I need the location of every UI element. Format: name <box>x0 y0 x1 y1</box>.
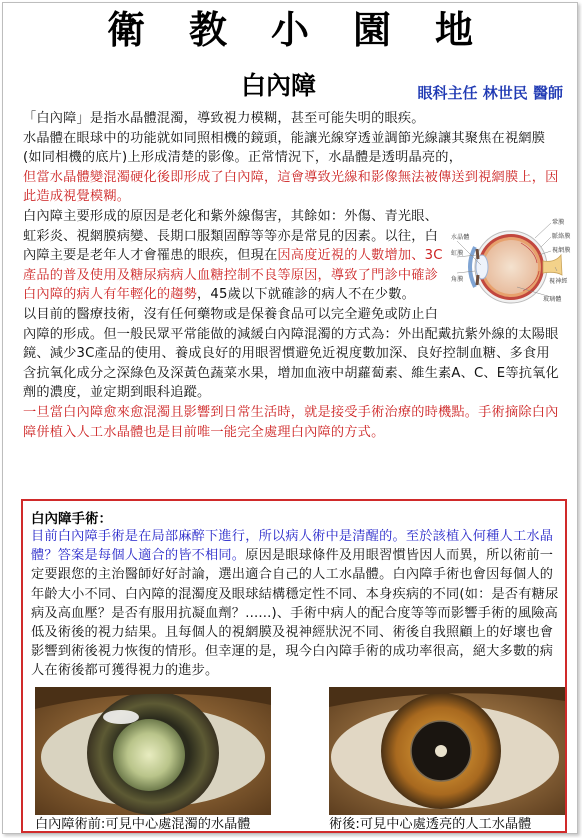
handout-page <box>2 2 578 834</box>
surgery-section <box>21 499 567 833</box>
paragraph-definition: 「白內障」是指水晶體混濁，導致視力模糊，甚至可能失明的眼疾。 <box>23 111 425 126</box>
surgery-section-body <box>31 527 559 681</box>
causes-text: 白內障主要形成的原因是老化和紫外線傷害，其餘如：外傷、青光眼、虹彩炎、視網膜病變、長期口服類固醇等等亦是常見的因素。以往，白內障主要是老年人才會罹患的眼疾，但現在 <box>23 208 439 264</box>
young-onset-highlight: 因高度近視的人數增加、3C產品的普及使用及糖尿病病人血糖控制不良等原因，導致了門診中確診白內障的病人有年輕化的趨勢 <box>23 248 443 303</box>
caption-after-surgery: 術後:可見中心處透亮的人工水晶體 <box>329 817 532 832</box>
paragraph-prevention: 以目前的醫療技術，沒有任何藥物或是保養食品可以完全避免或防止白內障的形成。但一般民眾平常能做的減緩白內障混濁的方式為：外出配戴抗紫外線的太陽眼鏡、減少3C產品的使用、養成良好的用眼習慣避免近視度數加深、良好控制血糖、多食用含抗氧化成分之深綠色及深黃色蔬菜水果，增加血液中胡蘿蔔素、維生素A、C、E等抗氧化劑的濃度，並定期到眼科追蹤。 <box>23 306 559 401</box>
author-byline: 眼科主任 林世民 醫師 <box>417 84 563 102</box>
paragraph-lens-function <box>23 129 559 207</box>
masthead-title: 衛教小園地 <box>106 8 517 52</box>
photo-after-surgery <box>329 687 565 815</box>
article-title: 白內障 <box>241 71 317 100</box>
lens-function-text: 水晶體在眼球中的功能就如同照相機的鏡頭，能讓光線穿透並調節光線讓其聚焦在視網膜(如同相機的底片)上形成清楚的影像。正常情況下，水晶體是透明晶亮的， <box>23 130 546 166</box>
lens-cloudy-highlight: 但當水晶體變混濁硬化後即形成了白內障，這會導致光線和影像無法被傳送到視網膜上，因此造成視覺模糊。 <box>23 169 559 205</box>
label-choroid: 脈絡膜 <box>552 232 571 240</box>
label-iris: 虹膜 <box>451 249 464 257</box>
caption-before-surgery: 白內障術前:可見中心處混濁的水晶體 <box>35 817 251 832</box>
label-vitreous: 玻璃體 <box>543 295 562 303</box>
label-cornea: 角膜 <box>451 275 464 283</box>
paragraph-surgery-timing: 一旦當白內障愈來愈混濁且影響到日常生活時，就是接受手術治療的時機點。手術摘除白內障併植入人工水晶體也是目前唯一能完全處理白內障的方式。 <box>23 404 559 440</box>
label-lens: 水晶體 <box>451 233 470 241</box>
label-optic-nerve: 視神經 <box>549 277 568 285</box>
surgery-blue-text: 目前白內障手術是在局部麻醉下進行，所以病人術中是清醒的。至於該植入何種人工水晶體？答案是每個人適合的皆不相同。 <box>31 529 554 564</box>
label-sclera: 鞏膜 <box>552 218 565 226</box>
photo-before-surgery <box>35 687 271 815</box>
paragraph-causes <box>23 207 571 305</box>
label-retina: 視網膜 <box>552 246 571 254</box>
surgery-body-text: 原因是眼球條件及用眼習慣皆因人而異，所以術前一定要跟您的主治醫師好好討論，選出適合自己的人工水晶體。白內障手術也會因每個人的年齡大小不同、白內障的混濁度及眼球結構穩定性不同、本身疾病的不同(如：是否有糖尿病及高血壓？是否有服用抗凝血劑？......)、手術中病人的配合度等等而影響手術的風險高低及術後的視力結果。且每個人的視網膜及視神經狀況不同、術後自我照顧上的好壞也會影響到術後視力恢復的情形。但幸運的是，現今白內障手術的成功率很高，絕大多數的病人在術後都可獲得視力的進步。 <box>31 548 559 679</box>
eye-anatomy-diagram <box>451 211 571 319</box>
article-body <box>23 109 571 442</box>
causes-tail: ，45歲以下就確診的病人不在少數。 <box>197 287 416 303</box>
surgery-section-title: 白內障手術： <box>31 511 112 527</box>
